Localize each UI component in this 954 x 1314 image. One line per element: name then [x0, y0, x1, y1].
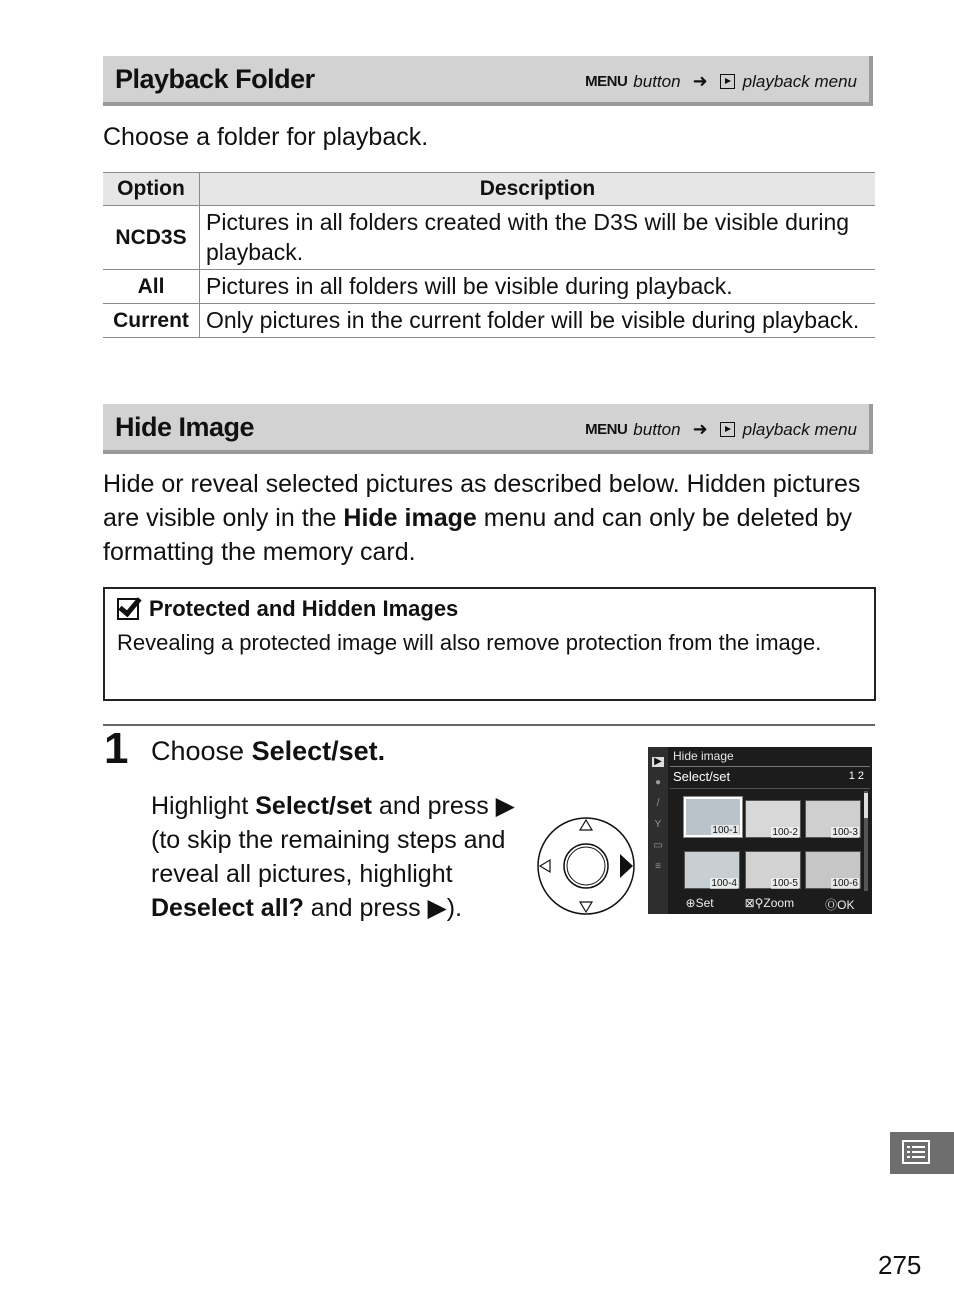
right-arrow-icon: ▶	[427, 894, 447, 922]
thumbnail	[805, 800, 861, 838]
table-row	[103, 206, 875, 270]
separator	[670, 788, 870, 789]
menu-path	[585, 71, 857, 92]
thumbnail	[745, 851, 801, 889]
section2-intro	[103, 467, 878, 569]
column-header: Option	[103, 173, 200, 206]
screen-subtitle: Select/set	[673, 769, 731, 784]
retouch-icon: ▭	[653, 840, 663, 851]
playback-menu-icon: ▶	[652, 757, 664, 767]
thumbnail-label: 100-1	[712, 825, 738, 836]
menu-sidebar	[648, 747, 668, 914]
note-title	[117, 596, 458, 622]
step-number: 1	[104, 724, 129, 773]
divider	[103, 724, 875, 726]
intro-text: Hide or reveal selected pictures as described below. Hidden pictures are visible only in the	[103, 470, 861, 532]
screen-title: Hide image	[673, 749, 734, 763]
thumbnail-label: 100-2	[772, 827, 798, 838]
button-word: button	[633, 71, 681, 91]
note-box	[103, 587, 876, 701]
thumbnail	[745, 800, 801, 838]
set-hint: ⊕Set	[685, 896, 714, 910]
step-title	[151, 736, 385, 767]
button-word: button	[633, 419, 681, 439]
menu-label: MENU	[585, 421, 628, 438]
multi-selector-icon	[536, 816, 636, 916]
step-title-text: Choose	[151, 736, 252, 766]
playback-icon	[720, 74, 735, 89]
option-cell: NCD3S	[103, 206, 200, 270]
column-header: Description	[200, 173, 876, 206]
camera-screen	[648, 747, 872, 914]
thumbnail-label: 100-5	[772, 878, 798, 889]
page-indicator: 1 2	[848, 770, 864, 782]
option-cell: Current	[103, 304, 200, 338]
right-arrow-icon: ▶	[495, 792, 515, 820]
option-cell: All	[103, 270, 200, 304]
section-title: Playback Folder	[115, 64, 315, 94]
step-text: and press	[371, 792, 496, 820]
arrow-icon: ➜	[692, 71, 708, 91]
step-bold: Deselect all?	[151, 894, 304, 922]
thumbnail	[805, 851, 861, 889]
menu-guide-tab-icon	[890, 1132, 954, 1174]
menu-label: MENU	[585, 73, 628, 90]
description-cell: Only pictures in the current folder will be visible during playback.	[200, 304, 876, 338]
scrollbar	[864, 791, 868, 891]
step-text: Highlight	[151, 792, 256, 820]
note-text: Revealing a protected image will also remove protection from the image.	[117, 630, 822, 655]
thumbnail	[684, 797, 742, 837]
screen-footer	[670, 896, 870, 912]
thumbnail-label: 100-4	[711, 878, 737, 889]
check-icon	[117, 598, 139, 620]
note-title-text: Protected and Hidden Images	[149, 596, 459, 621]
step-text: ).	[446, 894, 463, 922]
wrench-icon: Y	[654, 819, 662, 830]
table-header-row	[103, 173, 875, 206]
section-title: Hide Image	[115, 412, 255, 442]
thumbnail-label: 100-3	[832, 827, 858, 838]
section1-intro: Choose a folder for playback.	[103, 123, 429, 151]
menu-name: playback menu	[742, 419, 857, 439]
description-cell: Pictures in all folders created with the D3S will be visible during playback.	[200, 206, 876, 270]
step-title-bold: Select/set	[251, 736, 378, 766]
options-table	[103, 172, 875, 338]
description-cell: Pictures in all folders will be visible during playback.	[200, 270, 876, 304]
menu-path	[585, 419, 857, 440]
thumbnail-label: 100-6	[832, 878, 858, 889]
step-title-suffix: .	[377, 736, 386, 766]
page-number: 275	[878, 1250, 922, 1280]
table-row	[103, 270, 875, 304]
intro-text: menu and can only be deleted by formatting the memory card.	[103, 504, 853, 566]
separator	[670, 766, 870, 767]
menu-name: playback menu	[742, 71, 857, 91]
hide-image-header	[103, 404, 873, 454]
zoom-hint: ⊠⚲Zoom	[744, 896, 795, 910]
pencil-icon: /	[656, 798, 660, 809]
camera-icon: ●	[654, 777, 662, 788]
table-row	[103, 304, 875, 338]
step-body	[151, 789, 531, 925]
step-text: (to skip the remaining steps and reveal all pictures, highlight	[151, 826, 506, 888]
playback-folder-header	[103, 56, 873, 106]
ok-hint: ⓄOK	[825, 898, 855, 912]
intro-bold: Hide image	[343, 504, 477, 532]
step-text: and press	[303, 894, 428, 922]
step-bold: Select/set	[255, 792, 372, 820]
arrow-icon: ➜	[692, 419, 708, 439]
my-menu-icon: ≡	[655, 861, 661, 872]
thumbnail	[684, 851, 740, 889]
playback-icon	[720, 422, 735, 437]
